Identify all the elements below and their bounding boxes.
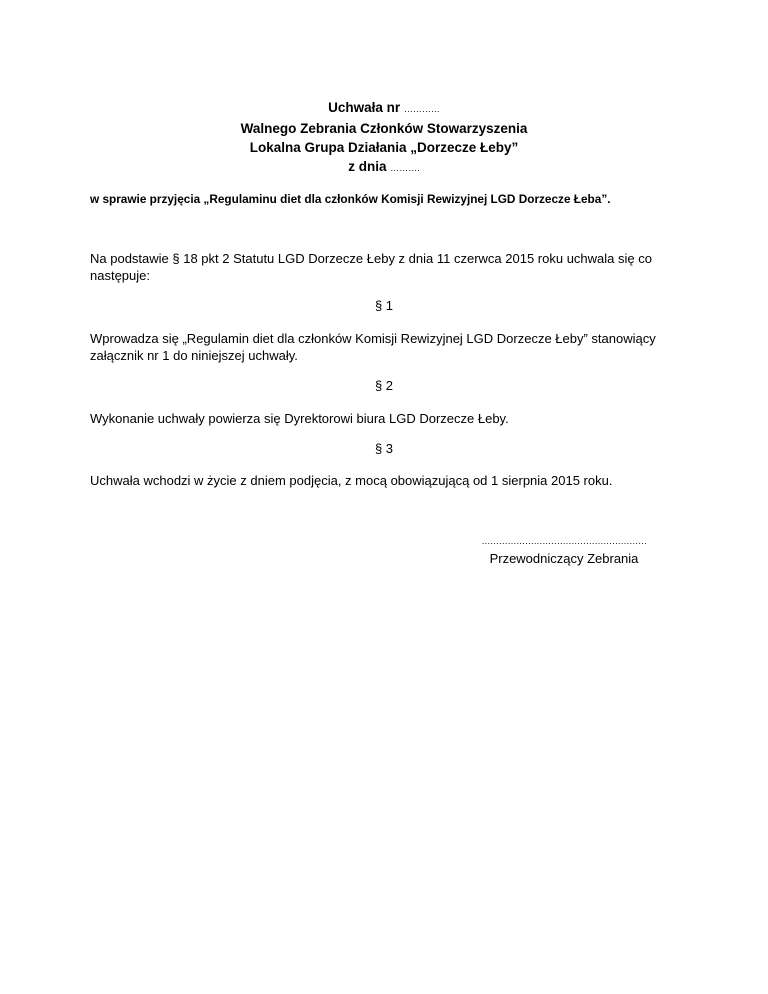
resolution-date-line [0,157,768,178]
resolution-number-label: Uchwała nr [328,100,401,115]
resolution-number-line [0,98,768,119]
date-placeholder: ………. [390,163,420,173]
section-2-paragraph [90,410,680,427]
signature-title: Przewodniczący Zebrania [489,551,639,566]
section-1-paragraph [90,330,680,364]
section-mark-3: § 3 [374,441,394,456]
intro-paragraph [90,250,680,284]
section-1-line-1: Wprowadza się „Regulamin diet dla członków Komisji Rewizyjnej LGD Dorzecze Łeby” stanowiący [90,331,656,346]
intro-line-1: Na podstawie § 18 pkt 2 Statutu LGD Dorzecze Łeby z dnia 11 czerwca 2015 roku uchwala się co [90,251,652,266]
resolution-number-placeholder: ………… [403,104,440,114]
signature-line: ………………………………………………… [481,536,647,546]
organization-name: Lokalna Grupa Działania „Dorzecze Łeby” [249,140,519,155]
section-3-paragraph [90,472,680,489]
intro-line-2: następuje: [90,268,150,283]
section-3-line-1: Uchwała wchodzi w życie z dniem podjęcia, z mocą obowiązującą od 1 sierpnia 2015 roku. [90,473,613,488]
resolution-header [0,98,768,178]
resolution-subject: w sprawie przyjęcia „Regulaminu diet dla członków Komisji Rewizyjnej LGD Dorzecze Łeba”. [90,192,611,206]
date-label: z dnia [348,159,387,174]
assembly-name: Walnego Zebrania Członków Stowarzyszenia [240,121,528,136]
signature-block [480,536,648,568]
section-mark-1: § 1 [374,298,394,313]
section-2-line-1: Wykonanie uchwały powierza się Dyrektorowi biura LGD Dorzecze Łeby. [90,411,509,426]
section-mark-2: § 2 [374,378,394,393]
section-1-line-2: załącznik nr 1 do niniejszej uchwały. [90,348,298,363]
